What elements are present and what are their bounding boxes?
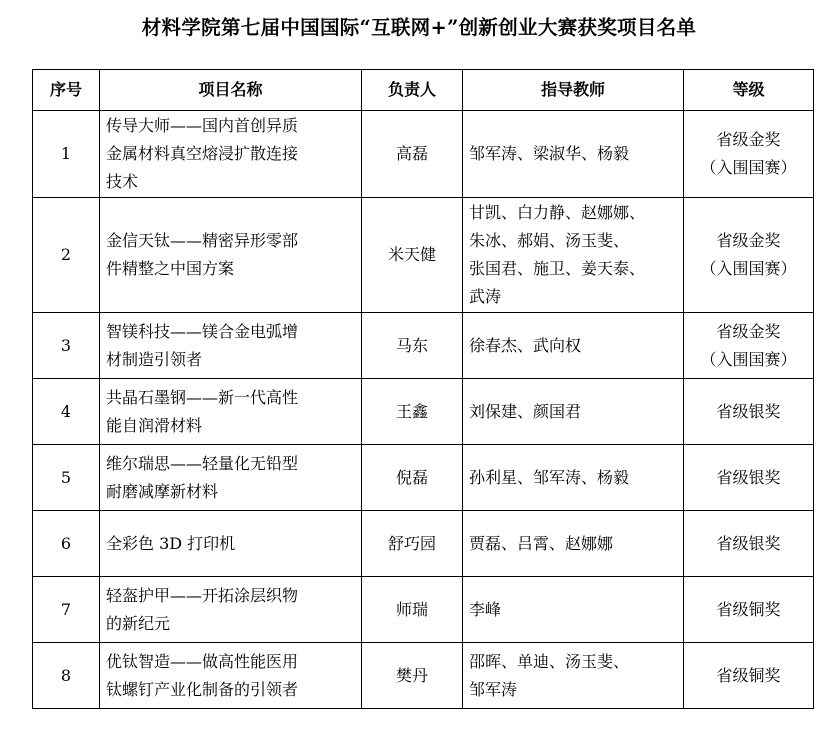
table-row: [33, 111, 814, 198]
cell-no: 6: [33, 511, 100, 577]
cell-leader: 马东: [362, 313, 463, 379]
cell-no: 7: [33, 577, 100, 643]
cell-project-name: [100, 511, 362, 577]
level-line: 省级金奖: [716, 321, 781, 341]
cell-level: [684, 379, 814, 445]
document-title: 材料学院第七届中国国际“互联网+”创新创业大赛获奖项目名单: [141, 16, 697, 39]
advisors-line: 徐春杰、武向权: [469, 335, 582, 355]
cell-advisors: [463, 511, 684, 577]
advisors-line: 贾磊、吕霄、赵娜娜: [469, 533, 614, 553]
level-line: 省级银奖: [716, 533, 781, 553]
cell-leader: 舒巧园: [362, 511, 463, 577]
cell-advisors: [463, 198, 684, 313]
table-row: [33, 313, 814, 379]
header-advisors: 指导教师: [463, 70, 684, 111]
project-name-line: 金信天钛——精密异形零部: [106, 231, 299, 250]
level-line: 省级银奖: [716, 401, 781, 421]
table-row: [33, 643, 814, 709]
project-name-line: 优钛智造——做高性能医用: [106, 651, 299, 671]
level-line: 省级金奖: [716, 231, 781, 250]
cell-no: 1: [33, 111, 100, 198]
level-line: （入围国赛）: [700, 158, 797, 177]
cell-no: 5: [33, 445, 100, 511]
cell-advisors: [463, 379, 684, 445]
level-line: （入围国赛）: [700, 259, 797, 278]
header-no: 序号: [33, 70, 100, 111]
table-row: [33, 445, 814, 511]
project-name-line: 轻盔护甲——开拓涂层织物: [106, 585, 299, 605]
cell-no: 4: [33, 379, 100, 445]
advisors-line: 张国君、施卫、姜天泰、: [469, 259, 646, 278]
cell-project-name: [100, 111, 362, 198]
cell-advisors: [463, 577, 684, 643]
cell-leader: 高磊: [362, 111, 463, 198]
cell-advisors: [463, 445, 684, 511]
project-name-line: 智镁科技——镁合金电弧增: [106, 321, 299, 341]
cell-level: [684, 577, 814, 643]
cell-project-name: [100, 313, 362, 379]
cell-advisors: [463, 313, 684, 379]
cell-project-name: [100, 643, 362, 709]
level-line: （入围国赛）: [700, 349, 797, 369]
cell-level: [684, 511, 814, 577]
table-row: [33, 198, 814, 313]
header-leader: 负责人: [362, 70, 463, 111]
cell-no: 8: [33, 643, 100, 709]
cell-level: [684, 198, 814, 313]
cell-level: [684, 445, 814, 511]
header-project-name: 项目名称: [100, 70, 362, 111]
project-name-line: 传导大师——国内首创异质: [106, 116, 299, 135]
cell-leader: 樊丹: [362, 643, 463, 709]
header-level: 等级: [684, 70, 814, 111]
advisors-line: 李峰: [469, 599, 502, 619]
level-line: 省级铜奖: [716, 665, 781, 685]
table-row: [33, 577, 814, 643]
advisors-line: 武涛: [469, 287, 502, 306]
cell-level: [684, 643, 814, 709]
advisors-line: 刘保建、颜国君: [469, 401, 582, 421]
project-name-line: 的新纪元: [106, 613, 171, 633]
table-header-row: [33, 70, 814, 111]
project-name-line: 共晶石墨钢——新一代高性: [106, 387, 299, 407]
advisors-line: 邹军涛、梁淑华、杨毅: [469, 144, 630, 163]
cell-level: [684, 111, 814, 198]
project-name-line: 全彩色 3D 打印机: [106, 533, 236, 553]
advisors-line: 邵晖、单迪、汤玉斐、: [469, 651, 630, 671]
advisors-line: 甘凯、白力静、赵娜娜、: [469, 203, 646, 222]
cell-leader: 米天健: [362, 198, 463, 313]
cell-advisors: [463, 111, 684, 198]
project-name-line: 技术: [106, 172, 139, 191]
project-name-line: 耐磨减摩新材料: [106, 481, 219, 501]
level-line: 省级铜奖: [716, 599, 781, 619]
cell-advisors: [463, 643, 684, 709]
level-line: 省级金奖: [716, 130, 781, 149]
advisors-line: 孙利星、邹军涛、杨毅: [469, 467, 630, 487]
cell-no: 3: [33, 313, 100, 379]
cell-leader: 王鑫: [362, 379, 463, 445]
level-line: 省级银奖: [716, 467, 781, 487]
project-name-line: 材制造引领者: [106, 349, 203, 369]
cell-project-name: [100, 445, 362, 511]
project-name-line: 维尔瑞思——轻量化无铅型: [106, 453, 299, 473]
advisors-line: 朱冰、郝娟、汤玉斐、: [469, 231, 630, 250]
cell-project-name: [100, 379, 362, 445]
table-row: [33, 511, 814, 577]
cell-leader: 师瑞: [362, 577, 463, 643]
project-name-line: 金属材料真空熔浸扩散连接: [106, 144, 299, 163]
cell-level: [684, 313, 814, 379]
award-table: [32, 69, 814, 709]
project-name-line: 件精整之中国方案: [106, 259, 235, 278]
project-name-line: 能自润滑材料: [106, 415, 203, 435]
cell-no: 2: [33, 198, 100, 313]
cell-leader: 倪磊: [362, 445, 463, 511]
table-row: [33, 379, 814, 445]
advisors-line: 邹军涛: [469, 679, 518, 699]
cell-project-name: [100, 198, 362, 313]
project-name-line: 钛螺钉产业化制备的引领者: [106, 679, 299, 699]
cell-project-name: [100, 577, 362, 643]
